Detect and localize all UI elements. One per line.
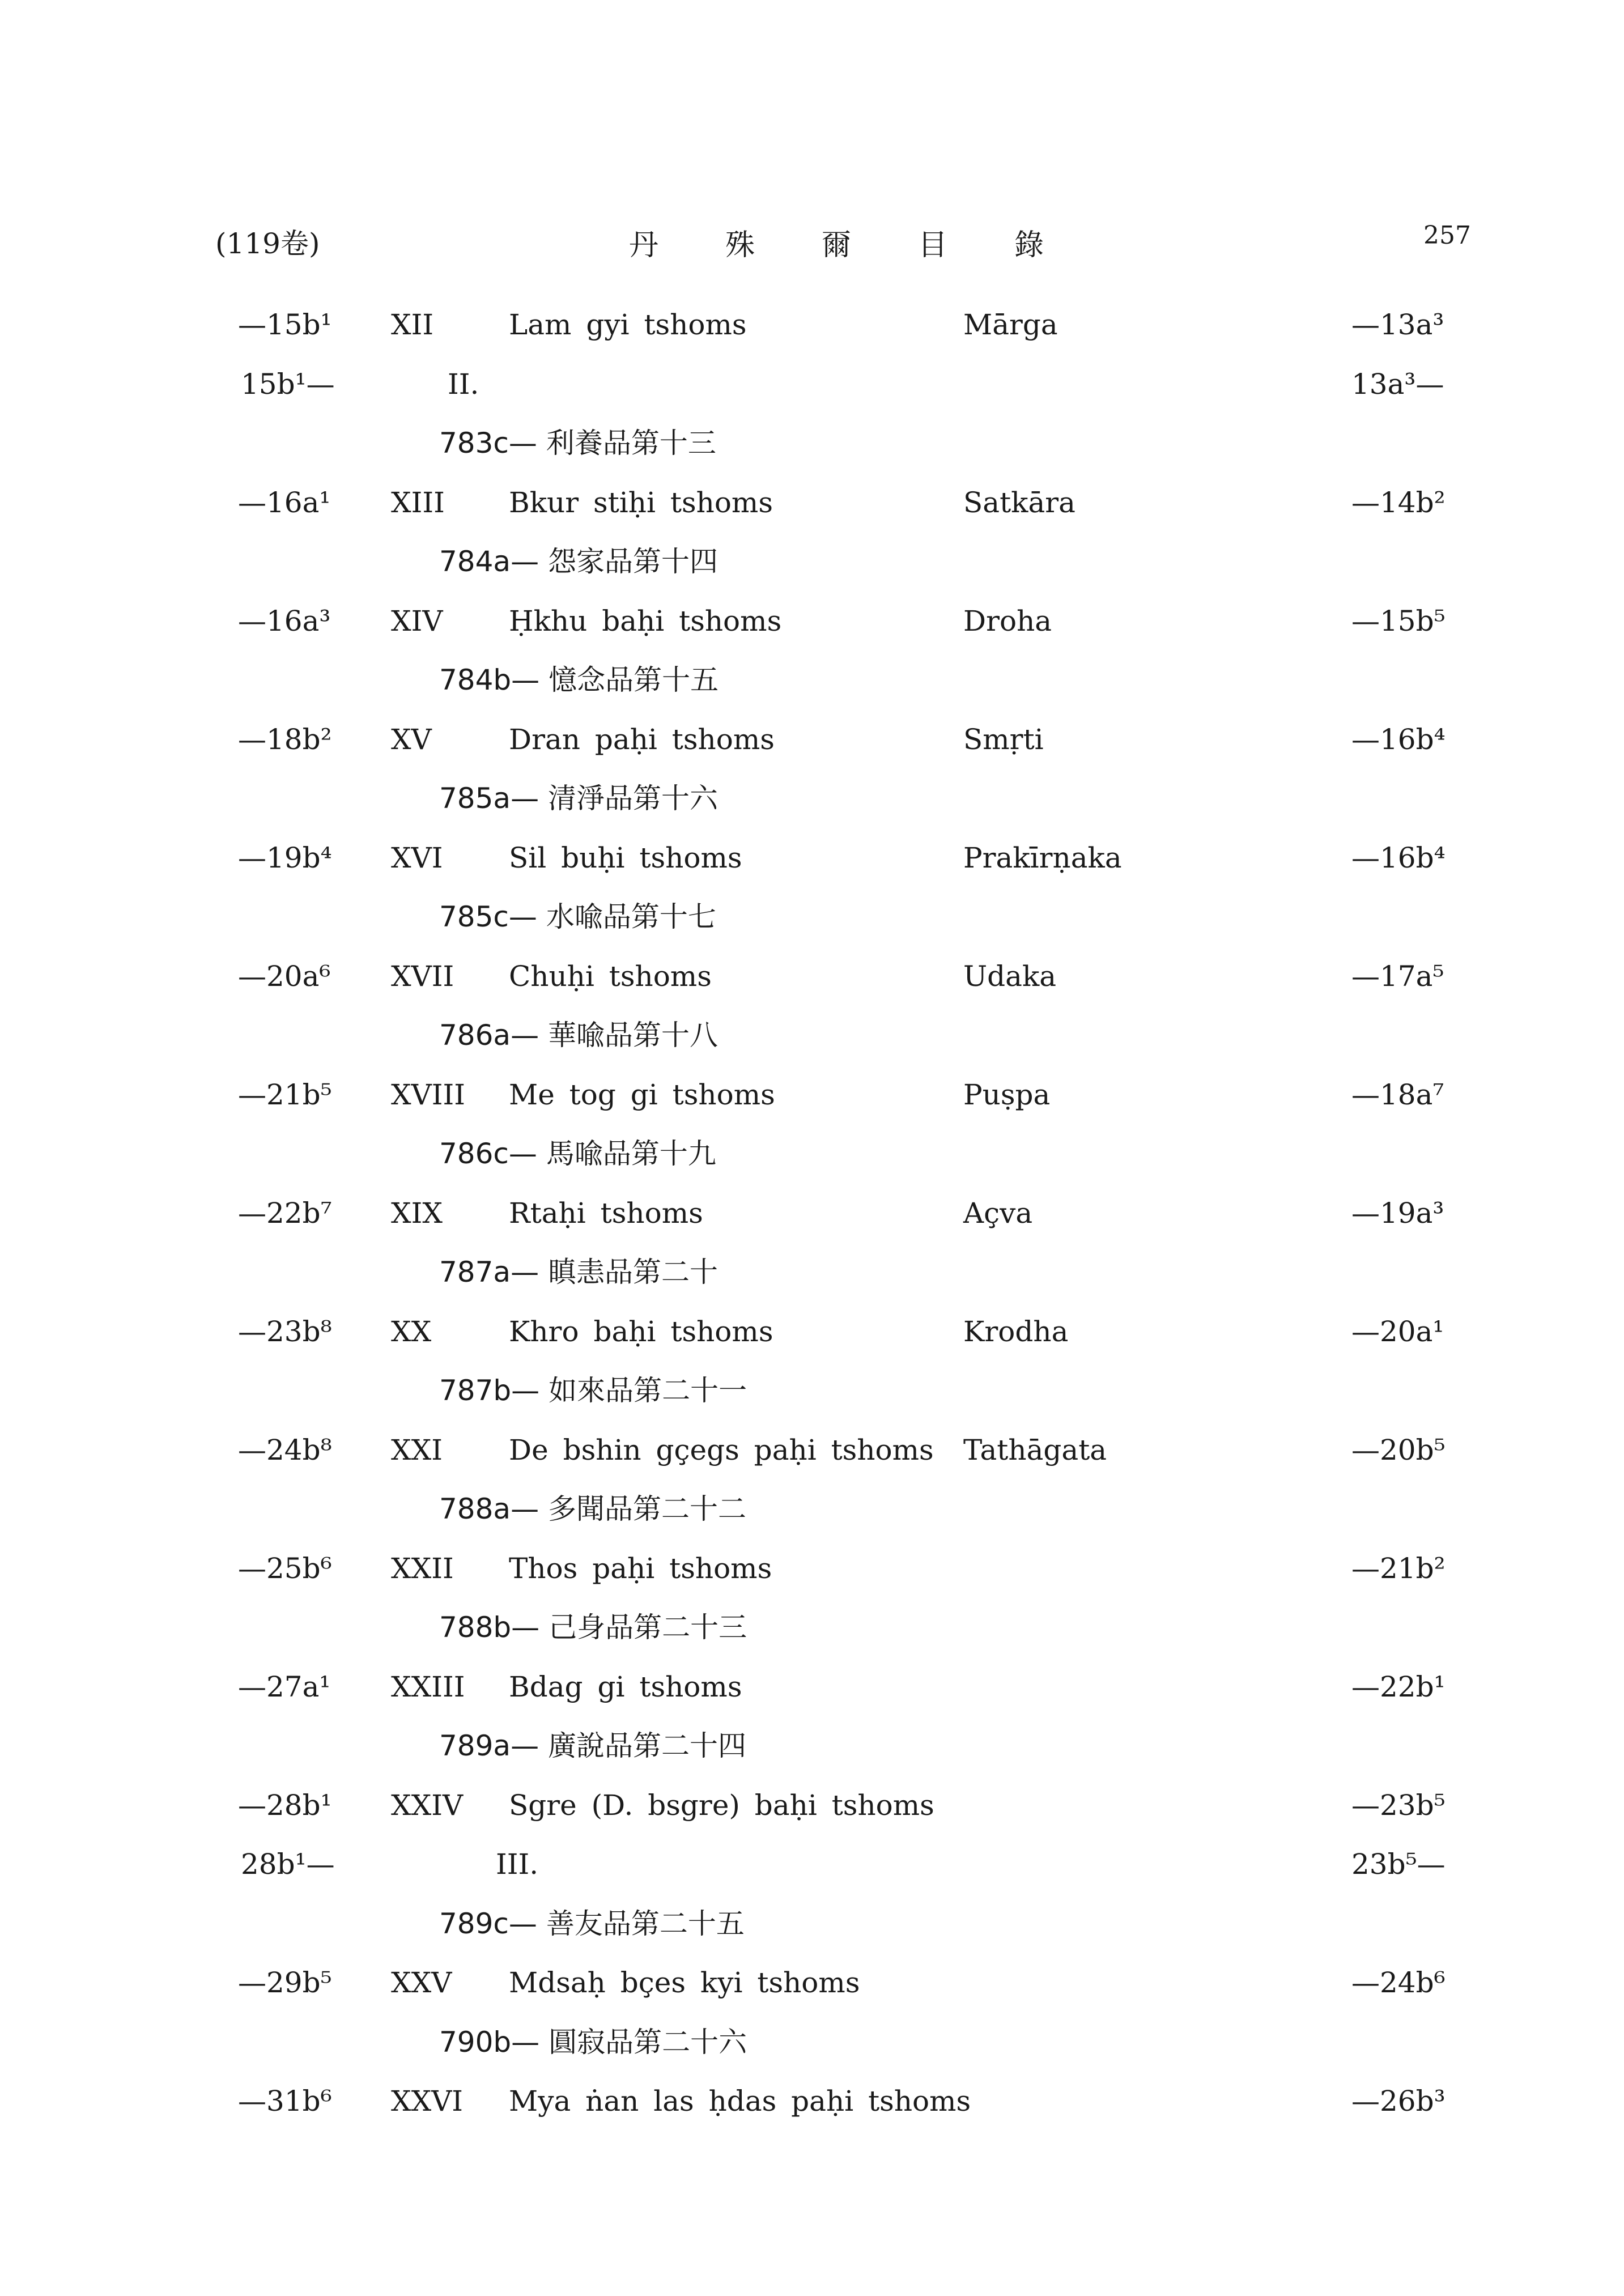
chinese-chapter-row: [0, 418, 1624, 469]
sanskrit-title: Krodha: [963, 1315, 1069, 1348]
tibetan-title: Bdag gi tshoms: [509, 1670, 742, 1703]
chapter-number: XIV: [391, 605, 443, 637]
chapter-number: XVI: [391, 841, 443, 874]
folio-left: —25b⁶: [238, 1552, 332, 1585]
folio-left: —28b¹: [238, 1789, 332, 1822]
tibetan-title: Chuḥi tshoms: [509, 960, 712, 993]
tibetan-title: Dran paḥi tshoms: [509, 723, 775, 756]
section-row: [0, 1839, 1624, 1890]
chinese-chapter-ref: 789a— 廣說品第二十四: [439, 1729, 746, 1762]
sanskrit-title: Prakīrṇaka: [963, 841, 1122, 874]
section-row: [0, 359, 1624, 410]
folio-right: —14b²: [1351, 486, 1446, 519]
sanskrit-title: Mārga: [963, 308, 1058, 341]
tibetan-title: Mdsaḥ bçes kyi tshoms: [509, 1966, 860, 1999]
chinese-chapter-ref: 787b— 如來品第二十一: [439, 1374, 747, 1407]
folio-left: —19b⁴: [238, 841, 332, 874]
catalog-entry-row: [0, 1780, 1624, 1831]
chapter-number: XV: [391, 723, 432, 756]
sanskrit-title: Droha: [963, 605, 1052, 637]
catalog-entry-row: [0, 2076, 1624, 2127]
tibetan-title: Sil buḥi tshoms: [509, 841, 742, 874]
folio-left: —31b⁶: [238, 2085, 332, 2118]
chinese-chapter-ref: 789c— 善友品第二十五: [439, 1907, 745, 1940]
folio-right: —20b⁵: [1351, 1434, 1446, 1466]
section-label: III.: [496, 1848, 539, 1881]
tibetan-title: Ḥkhu baḥi tshoms: [509, 605, 782, 637]
section-folio-right: 23b⁵—: [1351, 1848, 1446, 1881]
tibetan-title: Khro baḥi tshoms: [509, 1315, 773, 1348]
sanskrit-title: Açva: [963, 1197, 1033, 1230]
chapter-number: XXV: [391, 1966, 452, 1999]
chinese-chapter-ref: 786a— 華喩品第十八: [439, 1019, 718, 1052]
catalog-entry-row: [0, 1069, 1624, 1120]
page-title: 丹殊爾目錄: [629, 228, 1111, 262]
chinese-chapter-ref: 785a— 清淨品第十六: [439, 782, 718, 815]
chapter-number: XVII: [391, 960, 454, 993]
catalog-entry-row: [0, 1661, 1624, 1712]
chinese-chapter-row: [0, 1720, 1624, 1771]
sanskrit-title: Tathāgata: [963, 1434, 1107, 1466]
tibetan-title: Thos paḥi tshoms: [509, 1552, 772, 1585]
catalog-entry-row: [0, 1957, 1624, 2008]
chinese-chapter-row: [0, 654, 1624, 705]
chinese-chapter-ref: 784a— 怨家品第十四: [439, 545, 718, 578]
chinese-chapter-row: [0, 1128, 1624, 1179]
catalog-entry-row: [0, 1306, 1624, 1357]
sanskrit-title: Udaka: [963, 960, 1057, 993]
folio-left: —29b⁵: [238, 1966, 332, 1999]
folio-left: —18b²: [238, 723, 332, 756]
chinese-chapter-row: [0, 1483, 1624, 1534]
chinese-chapter-row: [0, 2017, 1624, 2068]
tibetan-title: Me tog gi tshoms: [509, 1078, 775, 1111]
chapter-number: XXIV: [391, 1789, 464, 1822]
chapter-number: XX: [391, 1315, 432, 1348]
folio-left: —21b⁵: [238, 1078, 332, 1111]
section-label: II.: [448, 368, 479, 401]
folio-right: —21b²: [1351, 1552, 1446, 1585]
sanskrit-title: Satkāra: [963, 486, 1075, 519]
folio-right: —23b⁵: [1351, 1789, 1446, 1822]
folio-right: —16b⁴: [1351, 841, 1446, 874]
chapter-number: XXIII: [391, 1670, 465, 1703]
folio-right: —20a¹: [1351, 1315, 1444, 1348]
folio-left: —24b⁸: [238, 1434, 332, 1466]
section-folio-right: 13a³—: [1351, 368, 1444, 401]
chinese-chapter-row: [0, 1365, 1624, 1416]
catalog-entry-row: [0, 1188, 1624, 1239]
chapter-number: XIII: [391, 486, 445, 519]
chinese-chapter-row: [0, 773, 1624, 824]
tibetan-title: De bshin gçegs paḥi tshoms: [509, 1434, 934, 1466]
folio-left: —22b⁷: [238, 1197, 332, 1230]
chinese-chapter-ref: 788b— 己身品第二十三: [439, 1611, 747, 1644]
folio-left: —16a¹: [238, 486, 331, 519]
chinese-chapter-row: [0, 1602, 1624, 1653]
catalog-entry-row: [0, 1543, 1624, 1594]
section-folio-left: 15b¹—: [241, 368, 335, 401]
chinese-chapter-ref: 786c— 馬喩品第十九: [439, 1137, 716, 1170]
folio-right: —19a³: [1351, 1197, 1444, 1230]
catalog-entry-row: [0, 477, 1624, 528]
tibetan-title: Bkur stiḥi tshoms: [509, 486, 773, 519]
folio-left: —16a³: [238, 605, 331, 637]
chinese-chapter-ref: 787a— 瞋恚品第二十: [439, 1256, 718, 1289]
folio-right: —18a⁷: [1351, 1078, 1444, 1111]
folio-right: —26b³: [1351, 2085, 1446, 2118]
sanskrit-title: Puṣpa: [963, 1078, 1051, 1111]
catalog-entry-row: [0, 299, 1624, 350]
section-folio-left: 28b¹—: [241, 1848, 335, 1881]
folio-right: —24b⁶: [1351, 1966, 1446, 1999]
chapter-number: XII: [391, 308, 434, 341]
page-number: 257: [1423, 221, 1471, 250]
chinese-chapter-row: [0, 891, 1624, 942]
catalog-entry-row: [0, 1425, 1624, 1476]
folio-right: —17a⁵: [1351, 960, 1444, 993]
chinese-chapter-ref: 785c— 水喩品第十七: [439, 900, 716, 933]
chapter-number: XVIII: [391, 1078, 465, 1111]
folio-left: —15b¹: [238, 308, 332, 341]
catalog-entry-row: [0, 714, 1624, 765]
catalog-entry-row: [0, 951, 1624, 1002]
chapter-number: XXII: [391, 1552, 454, 1585]
folio-right: —22b¹: [1351, 1670, 1446, 1703]
folio-left: —27a¹: [238, 1670, 331, 1703]
chapter-number: XXI: [391, 1434, 443, 1466]
tibetan-title: Mya ṅan las ḥdas paḥi tshoms: [509, 2085, 971, 2118]
chinese-chapter-ref: 788a— 多聞品第二十二: [439, 1493, 746, 1525]
tibetan-title: Sgre (D. bsgre) baḥi tshoms: [509, 1789, 934, 1822]
folio-right: —16b⁴: [1351, 723, 1446, 756]
catalog-entry-row: [0, 596, 1624, 647]
chinese-chapter-row: [0, 1010, 1624, 1061]
chinese-chapter-ref: 790b— 圓寂品第二十六: [439, 2026, 747, 2059]
folio-right: —15b⁵: [1351, 605, 1446, 637]
chinese-chapter-ref: 783c— 利養品第十三: [439, 427, 716, 460]
chinese-chapter-row: [0, 1247, 1624, 1298]
folio-left: —23b⁸: [238, 1315, 332, 1348]
chinese-chapter-row: [0, 536, 1624, 587]
chinese-chapter-ref: 784b— 憶念品第十五: [439, 664, 719, 696]
sanskrit-title: Smṛti: [963, 723, 1044, 756]
tibetan-title: Lam gyi tshoms: [509, 308, 747, 341]
chinese-chapter-row: [0, 1898, 1624, 1949]
chapter-number: XXVI: [391, 2085, 464, 2118]
volume-label: (119卷): [215, 227, 320, 260]
catalog-entry-row: [0, 832, 1624, 883]
tibetan-title: Rtaḥi tshoms: [509, 1197, 703, 1230]
chapter-number: XIX: [391, 1197, 443, 1230]
folio-right: —13a³: [1351, 308, 1444, 341]
folio-left: —20a⁶: [238, 960, 331, 993]
